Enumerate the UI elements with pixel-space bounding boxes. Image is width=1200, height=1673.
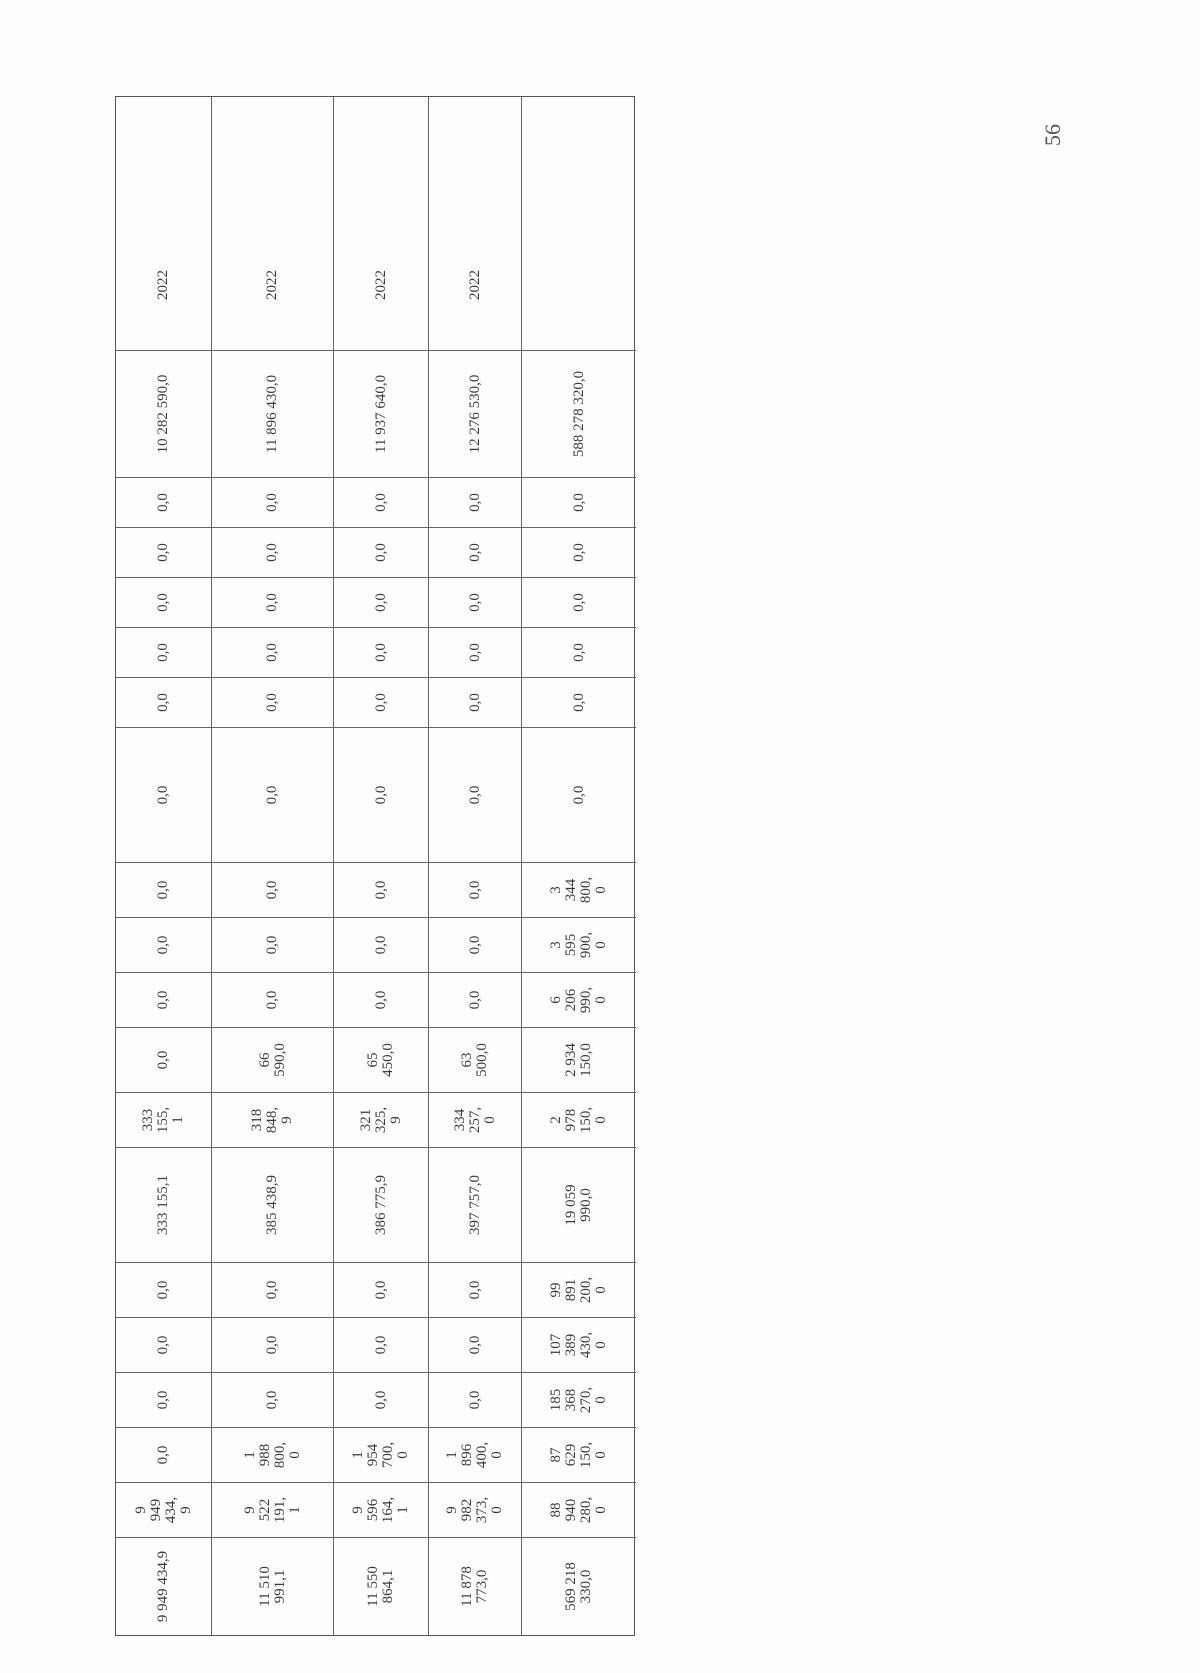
table-cell: 0,0 bbox=[334, 528, 428, 578]
table-row bbox=[428, 97, 521, 1635]
table-row bbox=[211, 97, 333, 1635]
table-cell: 0,0 bbox=[334, 478, 428, 528]
table-row bbox=[521, 97, 636, 1635]
table-cell: 0,0 bbox=[429, 678, 521, 728]
table-cell: 0,0 bbox=[212, 528, 333, 578]
table-cell: 0,0 bbox=[212, 478, 333, 528]
table-cell: 0,0 bbox=[429, 478, 521, 528]
table-cell: 0,0 bbox=[429, 1318, 521, 1373]
table-cell: 0,0 bbox=[116, 1028, 211, 1093]
table-cell: 2022 bbox=[334, 220, 428, 351]
table-cell: 0,0 bbox=[429, 578, 521, 628]
table-cell: 0,0 bbox=[334, 973, 428, 1028]
table-cell: 0,0 bbox=[429, 628, 521, 678]
table-cell: 0,0 bbox=[334, 1263, 428, 1318]
table-cell: 0,0 bbox=[522, 528, 636, 578]
table-cell: 2 934 150,0 bbox=[522, 1028, 636, 1093]
table-cell: 10 282 590,0 bbox=[116, 351, 211, 478]
table-cell: 0,0 bbox=[116, 478, 211, 528]
table-cell: 0,0 bbox=[429, 863, 521, 918]
table-cell: 0,0 bbox=[522, 678, 636, 728]
table-cell: 0,0 bbox=[429, 973, 521, 1028]
page-number: 56 bbox=[1040, 124, 1065, 146]
table-cell: 386 775,9 bbox=[334, 1148, 428, 1263]
table-cell: 0,0 bbox=[212, 973, 333, 1028]
table-cell: 0,0 bbox=[429, 1263, 521, 1318]
table-cell: 66 590,0 bbox=[212, 1028, 333, 1093]
table-cell: 588 278 320,0 bbox=[522, 351, 636, 478]
table-cell: 0,0 bbox=[212, 1373, 333, 1428]
table-cell: 0,0 bbox=[212, 678, 333, 728]
table-cell: 9 596 164, 1 bbox=[334, 1483, 428, 1538]
table-cell: 9 522 191, 1 bbox=[212, 1483, 333, 1538]
table-cell: 0,0 bbox=[212, 1263, 333, 1318]
table-cell: 1 896 400, 0 bbox=[429, 1428, 521, 1483]
table-cell: 11 896 430,0 bbox=[212, 351, 333, 478]
table-cell: 1 988 800, 0 bbox=[212, 1428, 333, 1483]
table-cell: 2022 bbox=[116, 220, 211, 351]
table-cell: 6 206 990, 0 bbox=[522, 973, 636, 1028]
table-cell: 321 325, 9 bbox=[334, 1093, 428, 1148]
table-cell: 65 450,0 bbox=[334, 1028, 428, 1093]
table-cell: 0,0 bbox=[429, 528, 521, 578]
table-cell: 63 500,0 bbox=[429, 1028, 521, 1093]
table-cell: 0,0 bbox=[116, 973, 211, 1028]
table-cell: 2 978 150, 0 bbox=[522, 1093, 636, 1148]
table-cell: 569 218 330,0 bbox=[563, 1562, 594, 1611]
table-cell: 0,0 bbox=[334, 728, 428, 863]
data-table bbox=[115, 96, 635, 1636]
table-cell: 3 595 900, 0 bbox=[522, 918, 636, 973]
table-cell: 107 389 430, 0 bbox=[522, 1318, 636, 1373]
table-wrapper bbox=[115, 96, 635, 1636]
table-cell: 0,0 bbox=[429, 728, 521, 863]
table-cell: 0,0 bbox=[212, 918, 333, 973]
table-cell: 0,0 bbox=[334, 918, 428, 973]
table-cell: 0,0 bbox=[116, 918, 211, 973]
table-cell: 0,0 bbox=[116, 863, 211, 918]
table-cell bbox=[522, 220, 636, 351]
table-cell: 11 937 640,0 bbox=[334, 351, 428, 478]
table-cell: 9 949 434, 9 bbox=[116, 1483, 211, 1538]
table-cell: 0,0 bbox=[212, 1318, 333, 1373]
table-cell: 333 155,1 bbox=[116, 1148, 211, 1263]
table-cell: 9 949 434,9 bbox=[155, 1550, 171, 1623]
table-cell: 88 940 280, 0 bbox=[522, 1483, 636, 1538]
table-cell: 99 891 200, 0 bbox=[522, 1263, 636, 1318]
table-cell: 2022 bbox=[212, 220, 333, 351]
table-cell: 0,0 bbox=[429, 1373, 521, 1428]
table-cell: 0,0 bbox=[334, 1373, 428, 1428]
table-cell: 0,0 bbox=[334, 678, 428, 728]
table-cell: 87 629 150, 0 bbox=[522, 1428, 636, 1483]
table-cell: 0,0 bbox=[116, 528, 211, 578]
table-cell: 385 438,9 bbox=[212, 1148, 333, 1263]
table-cell: 3 344 800, 0 bbox=[522, 863, 636, 918]
table-cell: 318 848, 9 bbox=[212, 1093, 333, 1148]
table-cell: 185 368 270, 0 bbox=[522, 1373, 636, 1428]
table-cell: 19 059 990,0 bbox=[522, 1148, 636, 1263]
table-cell: 397 757,0 bbox=[429, 1148, 521, 1263]
table-row bbox=[116, 97, 211, 1635]
table-cell: 1 954 700, 0 bbox=[334, 1428, 428, 1483]
table-cell: 0,0 bbox=[522, 478, 636, 528]
table-row bbox=[333, 97, 428, 1635]
table-cell: 0,0 bbox=[334, 1318, 428, 1373]
table-cell: 2022 bbox=[429, 220, 521, 351]
table-cell: 0,0 bbox=[116, 1428, 211, 1483]
table-cell: 0,0 bbox=[116, 1318, 211, 1373]
table-cell: 0,0 bbox=[116, 1263, 211, 1318]
table-cell: 0,0 bbox=[212, 728, 333, 863]
table-cell: 0,0 bbox=[522, 578, 636, 628]
table-cell: 0,0 bbox=[334, 578, 428, 628]
table-cell: 0,0 bbox=[212, 578, 333, 628]
table-cell: 0,0 bbox=[212, 628, 333, 678]
table-cell: 0,0 bbox=[116, 578, 211, 628]
table-cell: 0,0 bbox=[116, 678, 211, 728]
table-cell: 9 982 373, 0 bbox=[429, 1483, 521, 1538]
table-cell: 11 550 864,1 bbox=[365, 1566, 396, 1607]
table-cell: 334 257, 0 bbox=[429, 1093, 521, 1148]
table-cell: 11 510 991,1 bbox=[256, 1566, 288, 1607]
table-cell: 0,0 bbox=[429, 918, 521, 973]
table-cell: 11 878 773,0 bbox=[459, 1566, 490, 1607]
table-cell: 12 276 530,0 bbox=[429, 351, 521, 478]
table-cell: 0,0 bbox=[522, 728, 636, 863]
table-cell: 0,0 bbox=[116, 1373, 211, 1428]
table-cell: 0,0 bbox=[334, 863, 428, 918]
table-cell: 0,0 bbox=[212, 863, 333, 918]
table-cell: 0,0 bbox=[334, 628, 428, 678]
table-cell: 0,0 bbox=[522, 628, 636, 678]
table-cell: 0,0 bbox=[116, 728, 211, 863]
table-cell: 0,0 bbox=[116, 628, 211, 678]
table-cell: 333 155, 1 bbox=[116, 1093, 211, 1148]
